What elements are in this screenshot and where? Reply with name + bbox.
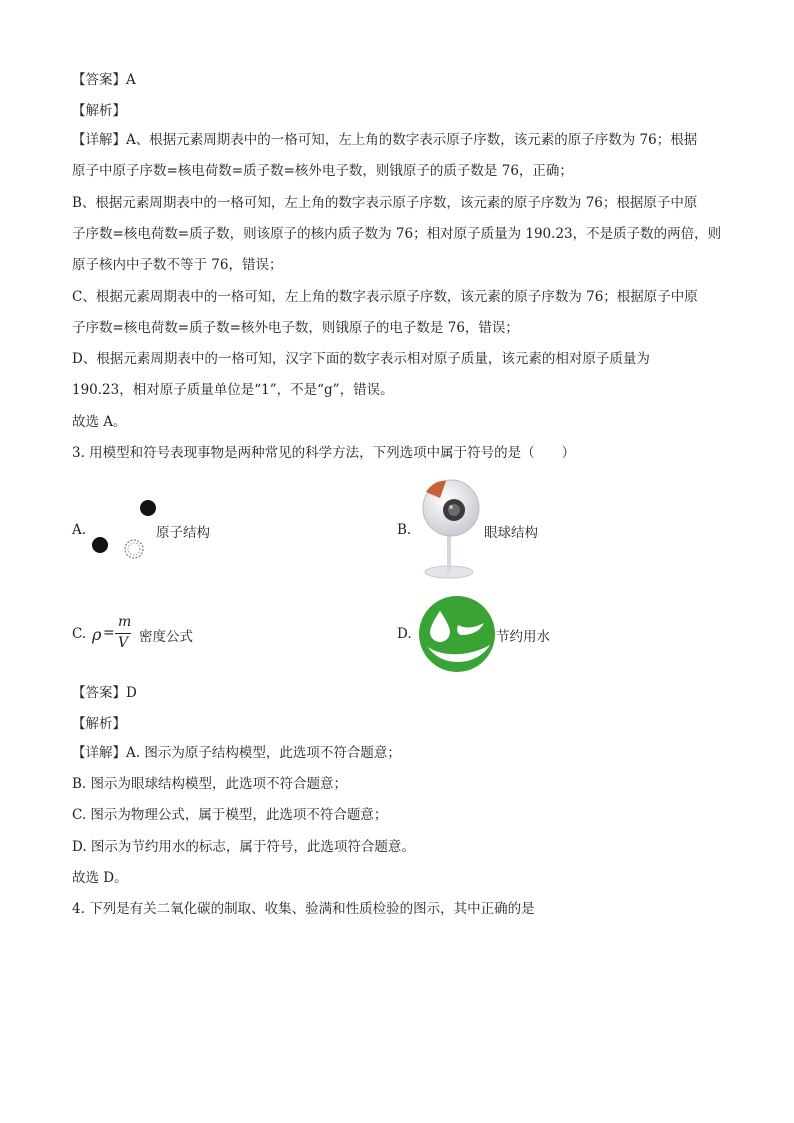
- option-b-caption: 眼球结构: [484, 525, 538, 541]
- formula-equals: =: [103, 625, 115, 641]
- analysis-line: 190.23，相对原子质量单位是“1”，不是“g”，错误。: [72, 382, 394, 398]
- water-saving-logo: [418, 595, 496, 673]
- conclusion-line: 故选 A。: [72, 414, 127, 430]
- fraction-bar: [115, 633, 131, 634]
- density-formula: [92, 616, 140, 656]
- option-b-label: B.: [397, 522, 412, 538]
- formula-rho: ρ: [92, 625, 102, 644]
- analysis-line: C、根据元素周期表中的一格可知，左上角的数字表示原子序数，该元素的原子序数为 76；根据原子中原: [72, 289, 698, 305]
- eyeball-model-figure: [416, 476, 482, 580]
- option-c-caption: 密度公式: [139, 629, 193, 645]
- analysis-tag: 【解析】: [72, 103, 126, 119]
- answer-tag: 【答案】D: [72, 685, 137, 701]
- formula-denominator: V: [118, 635, 129, 651]
- question-stem: 3. 用模型和符号表现事物是两种常见的科学方法，下列选项中属于符号的是（ ）: [72, 445, 576, 461]
- option-c-label: C.: [72, 626, 87, 642]
- analysis-line: 原子中原子序数=核电荷数=质子数=核外电子数，则锇原子的质子数是 76，正确；: [72, 163, 573, 179]
- conclusion-line: 故选 D。: [72, 870, 128, 886]
- analysis-line: 子序数=核电荷数=质子数=核外电子数，则锇原子的电子数是 76，错误；: [72, 320, 519, 336]
- analysis-line: C. 图示为物理公式，属于模型，此选项不符合题意；: [72, 807, 388, 823]
- analysis-line: D、根据元素周期表中的一格可知，汉字下面的数字表示相对原子质量，该元素的相对原子质量为: [72, 351, 650, 367]
- option-a-caption: 原子结构: [156, 525, 210, 541]
- analysis-tag: 【解析】: [72, 716, 126, 732]
- analysis-line: B、根据元素周期表中的一格可知，左上角的数字表示原子序数，该元素的原子序数为 76；根据原子中原: [72, 195, 698, 211]
- option-d-label: D.: [397, 626, 412, 642]
- formula-numerator: m: [118, 614, 132, 630]
- analysis-line: 子序数=核电荷数=质子数，则该原子的核内质子数为 76；相对原子质量为 190.23，不是质子数的两倍，则: [72, 226, 722, 242]
- question-stem: 4. 下列是有关二氧化碳的制取、收集、验满和性质检验的图示，其中正确的是: [72, 901, 535, 917]
- option-d-caption: 节约用水: [496, 629, 550, 645]
- analysis-line: 【详解】A. 图示为原子结构模型，此选项不符合题意；: [72, 745, 401, 761]
- analysis-line: 原子核内中子数不等于 76，错误；: [72, 257, 283, 273]
- option-a-label: A.: [72, 522, 87, 538]
- analysis-line: D. 图示为节约用水的标志，属于符号，此选项符合题意。: [72, 839, 415, 855]
- analysis-line: 【详解】A、根据元素周期表中的一格可知，左上角的数字表示原子序数，该元素的原子序数为 76；根据: [72, 132, 698, 148]
- answer-tag: 【答案】A: [72, 72, 136, 88]
- analysis-line: B. 图示为眼球结构模型，此选项不符合题意；: [72, 776, 348, 792]
- atom-structure-figure: [86, 496, 166, 564]
